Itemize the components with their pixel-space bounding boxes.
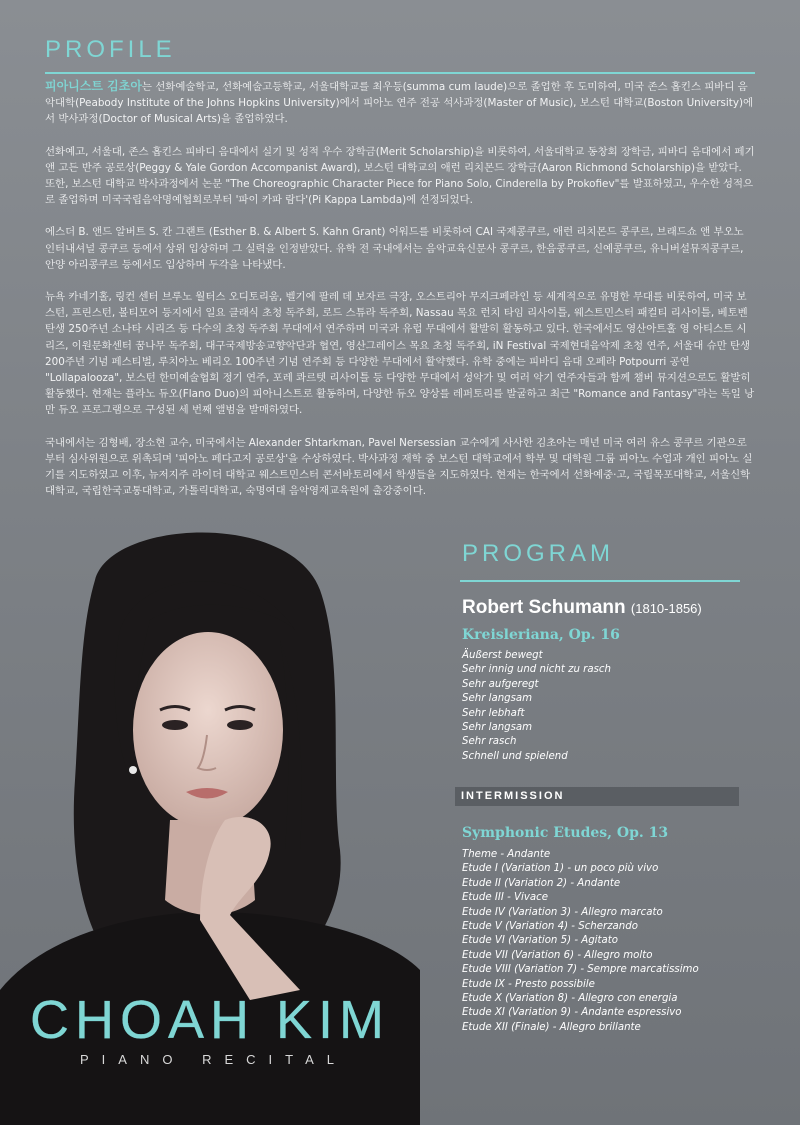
profile-paragraph-1-text: 는 선화예술학교, 선화예술고등학교, 서울대학교를 최우등(summa cum laude)으로 졸업한 후 도미하여, 미국 존스 홉킨스 피바디 음악대학(Peabody Institute of the Johns Hopkins University)에서 피아노 연주 전공 석사과정(Master of Music), 보스턴 대학교(Boston University)에서 박사과정(Doctor of Musical Arts)을 졸업하였다. — [45, 81, 754, 126]
profile-paragraph-4: 뉴욕 카네기홀, 링컨 센터 브루노 월터스 오디토리움, 벨기에 팔레 데 보자르 극장, 오스트리아 무지크페라인 등 세계적으로 유명한 무대를 비롯하여, 미국 보스턴, 프린스턴, 볼티모어 등지에서 일요 클래식 초청 독주회, 로드 스튜라 독주회, Nassau 목요 런치 타임 리사이틀, 웨스트민스터 패컬티 리사이틀, 베토벤 탄생 250주년 소나타 시리즈 등 다수의 초청 독주회 무대에서 연주하며 미국과 유럽 무대에서 활발히 활동하고 있다. 한국에서도 영산아트홀 영 아티스트 시리즈, 이원문화센터 꿈나무 독주회, 대구국제방송교향악단과 협연, 영산그레이스 목요 초청 독주회, iN Festival 국제현대음악제 초청 연주, 서울대 슈만 탄생 200주년 기념 페스티벌, 루치아노 베리오 100주년 기념 연주회 등 다양한 무대에서 활약했다. 유학 중에는 피바디 음대 오페라 Potpourri 공연 "Lollapalooza", 보스턴 한미예술협회 정기 연주, 포레 콰르텟 리사이틀 등 다양한 무대에서 성악가 및 여러 악기 연주자들과 함께 챔버 뮤지션으로도 활발히 활동했다. 현재는 플라노 듀오(Flano Duo)의 피아니스트로 활동하며, 다양한 듀오 양상를 레퍼토리를 발굴하고 최근 "Romance and Fantasy"라는 독일 낭만 듀오 프로그램으로 구성된 세 번째 앨범을 발매하였다. — [45, 291, 755, 417]
movement-item: Sehr langsam — [462, 722, 533, 734]
movement-item: Etude III - Vivace — [462, 892, 548, 904]
movement-item: Etude V (Variation 4) - Scherzando — [462, 921, 638, 933]
movement-item: Etude VII (Variation 6) - Allegro molto — [462, 949, 653, 961]
profile-paragraph-3: 에스더 B. 앤드 알버트 S. 칸 그랜트 (Esther B. & Albert S. Kahn Grant) 어워드를 비롯하여 CAI 국제콩쿠르, 애런 리치몬드 콩쿠르, 브래드쇼 앤 부오노 인터내셔널 콩쿠르 등에서 상위 입상하며 그 실력을 인정받았다. 유학 전 국내에서는 음악교육신문사 콩쿠르, 한음콩쿠르, 신예콩쿠르, 유니버설뮤직콩쿠르, 안양 아리콩쿠르 등에서도 입상하며 두각을 나타냈다. — [45, 226, 744, 271]
movement-item: Sehr lebhaft — [462, 707, 525, 719]
profile-title: PROFILE — [45, 36, 176, 63]
movement-item: Theme - Andante — [462, 849, 551, 860]
symphonic-etudes-movements — [462, 848, 699, 1035]
profile-paragraph-5: 국내에서는 김형배, 장소현 교수, 미국에서는 Alexander Shtarkman, Pavel Nersessian 교수에게 사사한 김초아는 매년 미국 여러 유스 콩쿠르 기관으로부터 심사위원으로 위촉되며 '피아노 페다고지 공로상'을 수상하였다. 박사과정 재학 중 보스턴 대학교에서 학부 및 대학원 그룹 피아노 수업과 개인 피아노 실기를 지도하였고 이후, 뉴저지주 라이더 대학교 웨스트민스터 콘서바토리에서 학생들을 지도하였다. 현재는 한국에서 선화예중·고, 국립목포대학교, 서울신학대학교, 국립한국교통대학교, 가톨릭대학교, 숙명여대 음악영재교육원에 출강중이다. — [45, 436, 753, 498]
movement-item: Etude XII (Finale) - Allegro brillante — [462, 1021, 641, 1033]
program-divider — [460, 580, 740, 582]
movement-item: Etude II (Variation 2) - Andante — [462, 877, 621, 889]
program-title: PROGRAM — [462, 540, 615, 567]
recital-subtitle: PIANO RECITAL — [80, 1052, 348, 1067]
movement-item: Etude X (Variation 8) - Allegro con energia — [462, 993, 678, 1005]
movement-item: Sehr langsam — [462, 693, 533, 705]
work-title-kreisleriana: Kreisleriana, Op. 16 — [462, 627, 620, 643]
movement-item: Schnell und spielend — [462, 750, 568, 762]
intermission-banner: INTERMISSION — [455, 787, 739, 806]
composer-heading — [462, 597, 702, 619]
kreisleriana-movements — [462, 649, 611, 764]
work-title-symphonic-etudes: Symphonic Etudes, Op. 13 — [462, 825, 669, 841]
movement-item: Etude I (Variation 1) - un poco più vivo — [462, 863, 659, 875]
movement-item: Sehr aufgeregt — [462, 678, 539, 690]
performer-highlight: 피아니스트 김초아 — [45, 79, 142, 93]
composer-years: (1810-1856) — [630, 601, 702, 616]
profile-body — [45, 78, 755, 515]
movement-item: Etude XI (Variation 9) - Andante espressivo — [462, 1007, 682, 1019]
profile-paragraph-2: 선화예고, 서울대, 존스 홉킨스 피바디 음대에서 실기 및 성적 우수 장학금(Merit Scholarship)을 비롯하여, 서울대학교 동창회 장학금, 피바디 음대에서 페기 앤 고든 반주 공로상(Peggy & Yale Gordon Accompanist Award), 보스턴 대학교의 애런 리치몬드 장학금(Aaron Richmond Scholarship)을 받았다. 또한, 보스턴 대학교 박사과정에서 논문 "The Choreographic Character Piece for Piano Solo, Cinderella by Prokofiev"를 발표하였고, 우수한 성적으로 졸업하며 미국국립음악명예협회로부터 '파이 카파 람다'(Pi Kappa Lambda)에 선정되었다. — [45, 145, 755, 207]
composer-name: Robert Schumann — [462, 597, 626, 618]
performer-name: CHOAH KIM — [30, 990, 391, 1050]
movement-item: Etude IX - Presto possibile — [462, 978, 595, 990]
movement-item: Etude VIII (Variation 7) - Sempre marcatissimo — [462, 964, 699, 976]
movement-item: Etude IV (Variation 3) - Allegro marcato — [462, 906, 663, 918]
profile-divider — [45, 72, 755, 74]
profile-paragraph-1 — [45, 78, 755, 128]
movement-item: Etude VI (Variation 5) - Agitato — [462, 935, 618, 947]
movement-item: Sehr innig und nicht zu rasch — [462, 664, 611, 676]
movement-item: Äußerst bewegt — [462, 650, 543, 661]
movement-item: Sehr rasch — [462, 736, 517, 748]
